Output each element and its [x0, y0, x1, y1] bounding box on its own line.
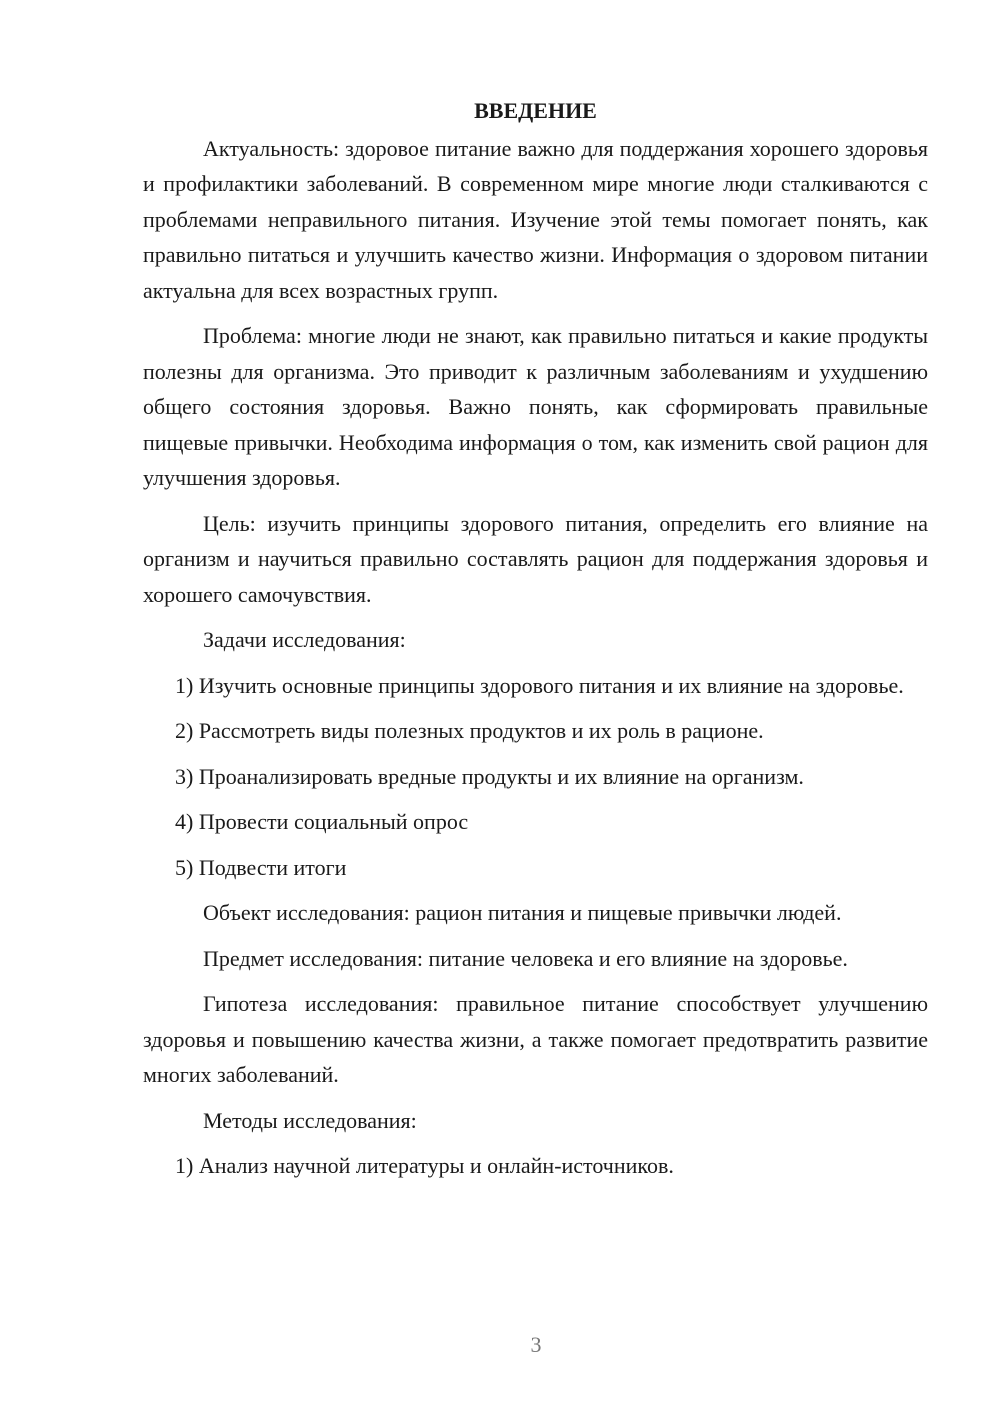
task-item-1: 1) Изучить основные принципы здорового питания и их влияние на здоровье.	[175, 672, 904, 698]
subject-paragraph: Предмет исследования: питание человека и его влияние на здоровье.	[203, 945, 848, 971]
task-item-2: 2) Рассмотреть виды полезных продуктов и их роль в рационе.	[175, 718, 764, 743]
task-item-4: 4) Провести социальный опрос	[175, 809, 469, 834]
method-item-1: 1) Анализ научной литературы и онлайн-источников.	[175, 1153, 674, 1178]
problem-paragraph: Проблема: многие люди не знают, как правильно питаться и какие продукты полезны для организма. Это приводит к различным заболеваниям и ухудшению общего состояния здоровья. Важно понять, как сформировать правильные пищевые привычки. Необходима информация о том, как изменить свой рацион для улучшения здоровья.	[143, 323, 928, 490]
page-number: 3	[530, 1332, 542, 1357]
task-item-3: 3) Проанализировать вредные продукты и их влияние на организм.	[175, 763, 804, 789]
page-content	[143, 93, 928, 1194]
goal-paragraph: Цель: изучить принципы здорового питания, определить его влияние на организм и научиться правильно составлять рацион для поддержания здоровья и хорошего самочувствия.	[143, 510, 928, 607]
relevance-paragraph: Актуальность: здоровое питание важно для поддержания хорошего здоровья и профилактики заболеваний. В современном мире многие люди сталкиваются с проблемами неправильного питания. Изучение этой темы помогает понять, как правильно питаться и улучшить качество жизни. Информация о здоровом питании актуальна для всех возрастных групп.	[143, 135, 928, 303]
object-paragraph: Объект исследования: рацион питания и пищевые привычки людей.	[203, 900, 842, 925]
section-title: ВВЕДЕНИЕ	[474, 98, 597, 123]
tasks-heading: Задачи исследования:	[203, 627, 406, 652]
task-item-5: 5) Подвести итоги	[175, 854, 347, 880]
methods-heading: Методы исследования:	[203, 1107, 417, 1133]
hypothesis-paragraph: Гипотеза исследования: правильное питание способствует улучшению здоровья и повышению качества жизни, а также помогает предотвратить развитие многих заболеваний.	[143, 991, 928, 1087]
